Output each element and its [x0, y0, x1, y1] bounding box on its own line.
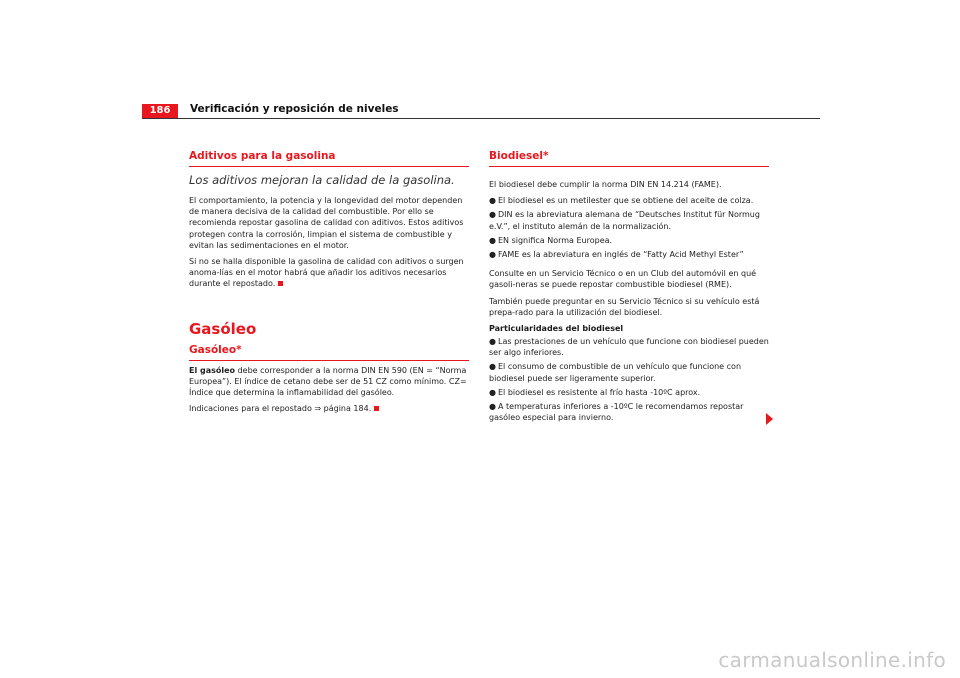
paragraph-additives-1: El comportamiento, la potencia y la longevidad del motor dependen de manera decisiva de la calidad del combustible. Por ello se recomienda repostar gasolina de calidad con aditivos. Estos aditivos protegen contra la corrosión, limpian el sistema de combustible y evitan las sedimentaciones en el motor. — [189, 196, 464, 250]
diesel-definition: debe corresponder a la norma DIN EN 590 (EN = “Norma Europea”). El índice de cetano debe ser de 51 CZ como mínimo. CZ= Índice que determina la inflamabilidad del gasóleo. — [189, 365, 467, 398]
diesel-term: El gasóleo — [189, 365, 236, 375]
list-item-text: El biodiesel es resistente al frío hasta -10ºC aprox. — [498, 387, 701, 397]
list-item — [489, 401, 769, 423]
paragraph-diesel-1 — [189, 365, 469, 399]
left-column — [189, 150, 469, 419]
list-item — [489, 195, 769, 206]
bullet-icon: ● — [489, 196, 496, 206]
subhead-biodiesel-features: Particularidades del biodiesel — [489, 324, 624, 334]
section-title-diesel: Gasóleo* — [189, 344, 469, 361]
list-item-text: Las prestaciones de un vehículo que funcione con biodiesel pueden ser algo inferiores. — [489, 337, 769, 358]
paragraph-additives-2 — [189, 256, 469, 290]
biodiesel-bullets — [489, 195, 769, 260]
lead-additives: Los aditivos mejoran la calidad de la gasolina. — [189, 173, 455, 187]
list-item-text: El biodiesel es un metilester que se obtiene del aceite de colza. — [498, 196, 754, 206]
biodiesel-intro: El biodiesel debe cumplir la norma DIN EN 14.214 (FAME). — [489, 180, 722, 189]
biodiesel-features — [489, 336, 769, 423]
paragraph-consult: Consulte en un Servicio Técnico o en un Club del automóvil en qué gasoli-neras se puede repostar combustible biodiesel (RME). — [489, 269, 757, 290]
bullet-icon: ● — [489, 387, 496, 397]
list-item — [489, 336, 769, 358]
continue-arrow-icon — [766, 413, 773, 425]
list-item-text: DIN es la abreviatura alemana de “Deutsches Institut für Normug e.V.”, el instituto alemán de la normalización. — [489, 210, 760, 231]
end-of-section-mark — [374, 406, 379, 411]
refuel-reference-link[interactable]: Indicaciones para el repostado ⇒ página 184. — [189, 404, 372, 414]
watermark: carmanualsonline.info — [718, 648, 946, 672]
list-item — [489, 387, 769, 398]
list-item-text: EN significa Norma Europea. — [498, 235, 613, 245]
section-title-additives: Aditivos para la gasolina — [189, 150, 469, 167]
page-number: 186 — [142, 104, 178, 118]
paragraph-ask: También puede preguntar en su Servicio Técnico si su vehículo está prepa-rado para la utilización del biodiesel. — [489, 296, 760, 317]
list-item — [489, 209, 769, 231]
bullet-icon: ● — [489, 235, 496, 245]
paragraph-additives-2-text: Si no se halla disponible la gasolina de calidad con aditivos o surgen anoma-lías en el motor habrá que añadir los aditivos necesarios durante el repostado. — [189, 257, 464, 289]
list-item-text: El consumo de combustible de un vehículo que funcione con biodiesel puede ser ligeramente superior. — [489, 362, 742, 383]
bullet-icon: ● — [489, 402, 496, 412]
bullet-icon: ● — [489, 250, 496, 260]
bullet-icon: ● — [489, 210, 496, 220]
list-item — [489, 249, 769, 260]
end-of-section-mark — [278, 281, 283, 286]
list-item — [489, 235, 769, 246]
list-item — [489, 361, 769, 383]
bullet-icon: ● — [489, 362, 496, 372]
bullet-icon: ● — [489, 337, 496, 347]
paragraph-diesel-2 — [189, 403, 469, 414]
right-column — [489, 150, 769, 427]
list-item-text: FAME es la abreviatura en inglés de “Fatty Acid Methyl Ester” — [498, 250, 744, 260]
header-rule — [142, 118, 820, 119]
chapter-title-diesel: Gasóleo — [189, 319, 257, 338]
running-head: Verificación y reposición de niveles — [190, 103, 399, 115]
section-title-biodiesel: Biodiesel* — [489, 150, 769, 167]
list-item-text: A temperaturas inferiores a -10ºC le recomendamos repostar gasóleo especial para invierno. — [489, 402, 744, 423]
